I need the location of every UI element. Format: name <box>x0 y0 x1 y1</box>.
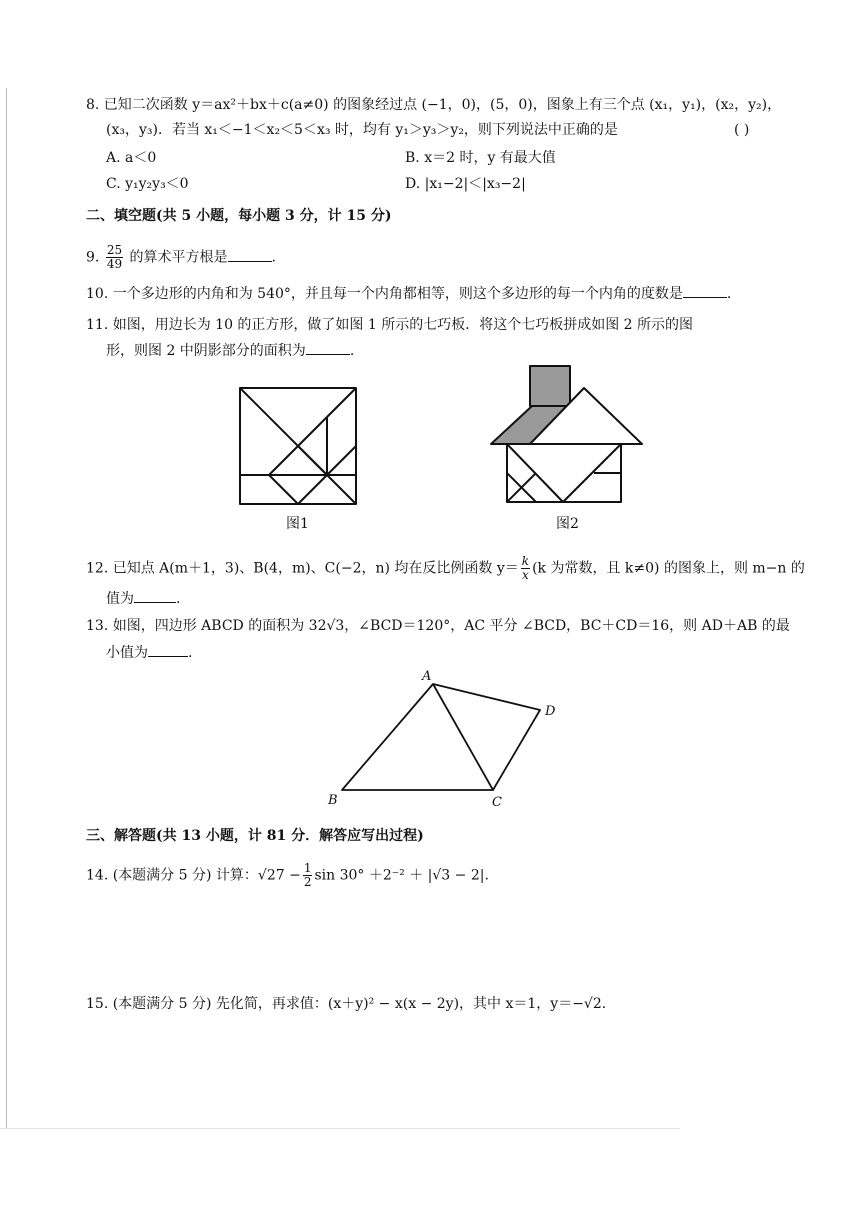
q8-option-c: C. y₁y₂y₃＜0 <box>106 176 189 192</box>
q8-line2: (x₃，y₃)．若当 x₁＜−1＜x₂＜5＜x₃ 时，均有 y₁＞y₃＞y₂，则下列说法中正确的是 <box>106 122 618 138</box>
q13-line2-text: 小值为 <box>106 645 148 661</box>
q13-line1: 13. 如图，四边形 ABCD 的面积为 32√3，∠BCD＝120°，AC 平分 ∠BCD，BC＋CD＝16，则 AD＋AB 的最 <box>86 618 790 634</box>
q14-fraction-numerator: 1 <box>303 861 312 875</box>
diagonal-ac <box>433 684 493 790</box>
vertex-label-b: B <box>328 793 338 808</box>
fig1-half-diagonal <box>269 388 356 475</box>
q13-end: . <box>188 645 193 661</box>
q9-fraction-numerator: 25 <box>106 243 123 257</box>
q14-fraction <box>303 862 313 889</box>
q8-option-a: A. a＜0 <box>106 150 157 166</box>
figure1-label: 图1 <box>286 516 309 532</box>
fig1-square-edge-b <box>327 446 356 475</box>
q14 <box>86 862 489 889</box>
vertex-label-c: C <box>492 795 502 810</box>
q12-text-b: (k 为常数，且 k≠0) 的图象上，则 m−n 的 <box>532 560 805 577</box>
q12-fraction-denominator: x <box>522 568 529 582</box>
q12-answer-blank[interactable] <box>134 588 176 603</box>
q14-text-a: 14. (本题满分 5 分) 计算：√27 − <box>86 867 301 884</box>
q8-answer-paren: ( ) <box>734 122 750 138</box>
q14-fraction-denominator: 2 <box>303 875 312 889</box>
section-answer-heading: 三、解答题(共 13 小题，计 81 分．解答应写出过程) <box>86 828 424 844</box>
q9-fraction <box>106 244 123 271</box>
section-fill-in-heading: 二、填空题(共 5 小题，每小题 3 分，计 15 分) <box>86 208 392 224</box>
q9-end: . <box>271 249 276 266</box>
q9-text: 的算术平方根是 <box>129 249 228 266</box>
vertex-label-a: A <box>422 669 432 684</box>
q15: 15. (本题满分 5 分) 先化简，再求值：(x＋y)² − x(x − 2y)，其中 x＝1，y＝−√2． <box>86 996 616 1012</box>
q12-end: . <box>176 591 181 607</box>
q9 <box>86 244 276 271</box>
bottom-divider <box>0 1128 680 1129</box>
q9-number: 9. <box>86 249 100 266</box>
q13-line2 <box>106 642 192 663</box>
figure1-tangram <box>236 384 362 510</box>
q8-line1: 8. 已知二次函数 y＝ax²＋bx＋c(a≠0) 的图象经过点 (−1，0)，(5，0)，图象上有三个点 (x₁，y₁)，(x₂，y₂)， <box>86 97 782 113</box>
q12-line2 <box>106 588 180 609</box>
fig1-square-edge-c <box>298 446 327 475</box>
q13-answer-blank[interactable] <box>148 642 188 657</box>
q12-text-a: 12. 已知点 A(m＋1，3)、B(4，m)、C(−2，n) 均在反比例函数 y＝ <box>86 560 519 577</box>
q12-line2-text: 值为 <box>106 591 134 607</box>
figure2-label: 图2 <box>556 516 579 532</box>
q8-option-b: B. x＝2 时，y 有最大值 <box>405 150 556 166</box>
figure2-house <box>486 362 648 510</box>
vertex-label-d: D <box>545 704 556 719</box>
q10-end: . <box>726 286 732 302</box>
q9-fraction-denominator: 49 <box>106 257 123 271</box>
q12-fraction <box>521 555 530 582</box>
fig2-shaded-square <box>530 366 570 406</box>
left-margin-line <box>6 88 7 1128</box>
q10-text: 10. 一个多边形的内角和为 540°，并且每一个内角都相等，则这个多边形的每一个内角的度数是 <box>86 286 683 302</box>
q10 <box>86 283 731 304</box>
q11-line2 <box>106 340 354 361</box>
q11-line1: 11. 如图，用边长为 10 的正方形，做了如图 1 所示的七巧板．将这个七巧板拼成如图 2 所示的图 <box>86 317 694 333</box>
q11-answer-blank[interactable] <box>306 340 350 355</box>
q12-line1 <box>86 555 805 582</box>
q11-line2-text: 形，则图 2 中阴影部分的面积为 <box>106 343 306 359</box>
fig1-square-edge-a <box>298 475 327 504</box>
q11-end: . <box>349 343 355 359</box>
figure-quadrilateral-abcd <box>320 666 570 816</box>
q10-answer-blank[interactable] <box>683 283 727 298</box>
q12-fraction-numerator: k <box>521 554 530 568</box>
fig1-small-triangle-edge <box>269 475 298 504</box>
q8-option-d: D. |x₁−2|＜|x₃−2| <box>405 176 526 192</box>
q9-answer-blank[interactable] <box>228 247 272 262</box>
q14-text-b: sin 30° ＋2⁻² ＋ |√3 − 2|. <box>314 867 489 884</box>
